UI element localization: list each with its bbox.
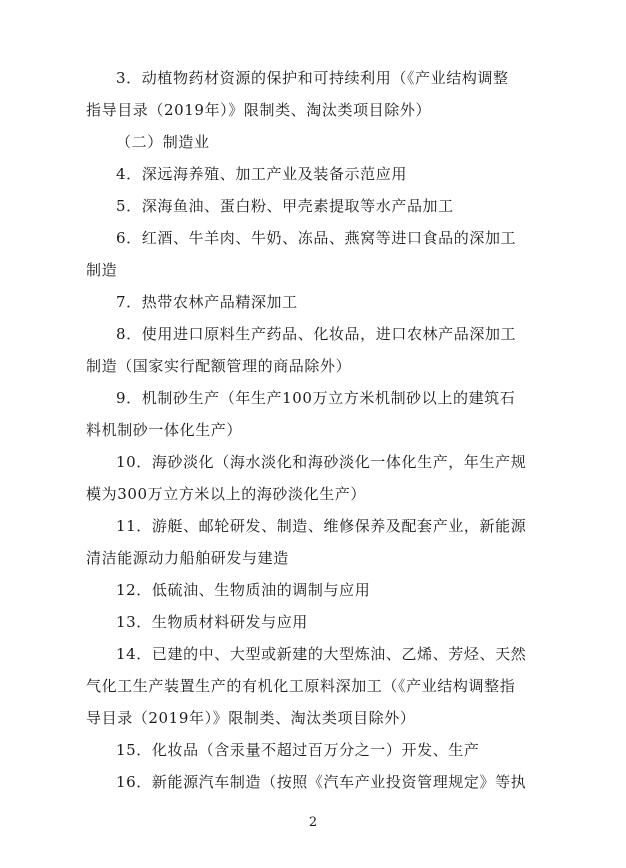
text-line: 8．使用进口原料生产药品、化妆品，进口农林产品深加工	[116, 325, 517, 343]
text-line: 料机制砂一体化生产）	[86, 421, 243, 439]
text-line: 清洁能源动力船舶研发与建造	[86, 549, 289, 567]
text-line: 13．生物质材料研发与应用	[116, 613, 308, 631]
text-line: 制造	[86, 261, 118, 279]
text-line: 14．已建的中、大型或新建的大型炼油、乙烯、芳烃、天然	[116, 645, 527, 663]
text-line: 15．化妆品（含汞量不超过百万分之一）开发、生产	[116, 741, 480, 759]
text-line: 4．深远海养殖、加工产业及装备示范应用	[116, 165, 407, 183]
document-body	[86, 62, 534, 798]
text-line: 模为300万立方米以上的海砂淡化生产）	[86, 485, 367, 503]
text-line: 气化工生产装置生产的有机化工原料深加工（《产业结构调整指	[86, 677, 516, 695]
text-line: 16．新能源汽车制造（按照《汽车产业投资管理规定》等执	[116, 773, 527, 791]
text-line: 6．红酒、牛羊肉、牛奶、冻品、燕窝等进口食品的深加工	[116, 229, 517, 247]
text-line: 11．游艇、邮轮研发、制造、维修保养及配套产业，新能源	[116, 517, 527, 535]
text-line: 3．动植物药材资源的保护和可持续利用（《产业结构调整	[116, 69, 509, 87]
text-line: 9．机制砂生产（年生产100万立方米机制砂以上的建筑石	[116, 389, 516, 407]
text-line: 7．热带农林产品精深加工	[116, 293, 298, 311]
page-number: 2	[308, 815, 318, 830]
text-line: （二）制造业	[116, 133, 210, 151]
text-line: 10．海砂淡化（海水淡化和海砂淡化一体化生产，年生产规	[116, 453, 527, 471]
text-line: 指导目录（2019年）》限制类、淘汰类项目除外）	[86, 101, 432, 119]
text-line: 导目录（2019年）》限制类、淘汰类项目除外）	[86, 709, 416, 727]
text-line: 制造（国家实行配额管理的商品除外）	[86, 357, 352, 375]
text-line: 12．低硫油、生物质油的调制与应用	[116, 581, 371, 599]
text-line: 5．深海鱼油、蛋白粉、甲壳素提取等水产品加工	[116, 197, 454, 215]
